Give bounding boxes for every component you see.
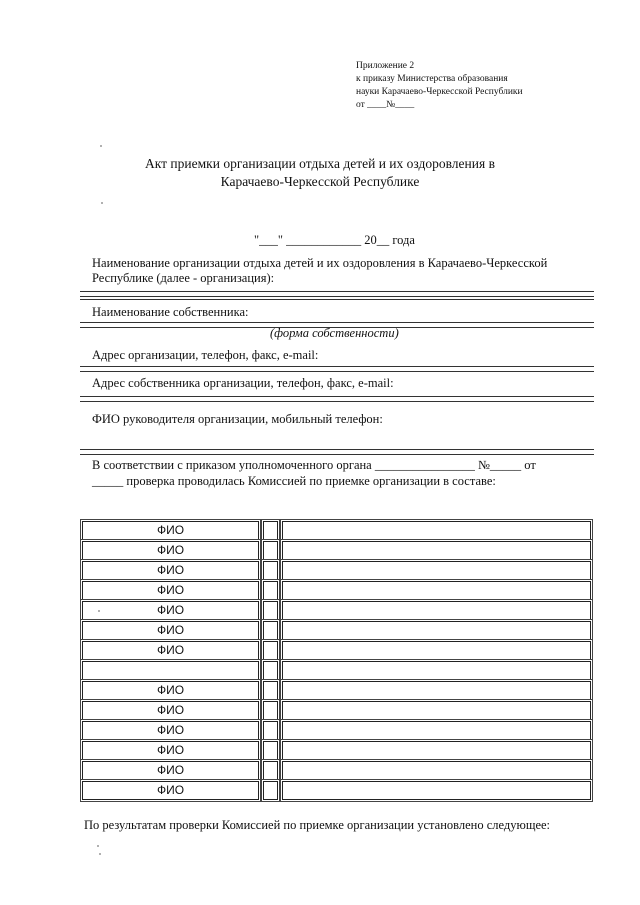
org-name-fill-line-2 — [80, 299, 594, 300]
member-index-cell — [263, 581, 278, 600]
scan-speck — [101, 202, 103, 204]
member-position-cell — [282, 781, 591, 800]
member-position-cell — [282, 661, 591, 680]
member-index-cell — [263, 661, 278, 680]
scan-speck — [98, 610, 100, 612]
member-index-cell — [263, 721, 278, 740]
org-address-fill-line — [80, 366, 594, 372]
director-label: ФИО руководителя организации, мобильный телефон: — [92, 412, 383, 426]
conclusion-text: По результатам проверки Комиссией по приемке организации установлено следующее: — [84, 818, 551, 832]
title-line-2: Карачаево-Черкесской Республике — [220, 174, 420, 189]
appendix-header — [356, 60, 523, 112]
member-position-cell — [282, 641, 591, 660]
member-position-cell — [282, 681, 591, 700]
member-name-cell: ФИО — [82, 581, 259, 600]
date-line: "___" ____________ 20__ года — [254, 233, 415, 247]
title-line-1: Акт приемки организации отдыха детей и их оздоровления в — [145, 156, 495, 171]
member-name-cell: ФИО — [82, 621, 259, 640]
appendix-line-2: к приказу Министерства образования — [356, 74, 508, 84]
org-address-label: Адрес организации, телефон, факс, e-mail: — [92, 348, 319, 362]
scan-speck — [100, 145, 102, 147]
order-line-2: _____ проверка проводилась Комиссией по приемке организации в составе: — [92, 474, 496, 488]
document-title — [0, 155, 640, 191]
member-position-cell — [282, 561, 591, 580]
member-index-cell — [263, 641, 278, 660]
org-name-fill-line — [80, 291, 594, 297]
member-name-cell: ФИО — [82, 701, 259, 720]
order-line-1: В соответствии с приказом уполномоченного органа ________________ №_____ от — [92, 458, 536, 472]
org-name-label-1: Наименование организации отдыха детей и их оздоровления в Карачаево-Черкесской — [92, 256, 548, 270]
member-index-cell — [263, 701, 278, 720]
owner-name-label: Наименование собственника: — [92, 305, 249, 319]
member-name-cell: ФИО — [82, 521, 259, 540]
member-index-cell — [263, 621, 278, 640]
appendix-line-4: от ____№____ — [356, 100, 415, 110]
member-index-cell — [263, 561, 278, 580]
owner-address-label: Адрес собственника организации, телефон, факс, e-mail: — [92, 376, 394, 390]
scan-speck — [99, 853, 101, 855]
member-index-cell — [263, 781, 278, 800]
member-name-cell: ФИО — [82, 561, 259, 580]
scan-speck — [97, 845, 99, 847]
member-position-cell — [282, 601, 591, 620]
member-position-cell — [282, 721, 591, 740]
appendix-line-3: науки Карачаево-Черкесской Республики — [356, 87, 523, 97]
member-index-cell — [263, 741, 278, 760]
ownership-form-caption: (форма собственности) — [270, 326, 399, 340]
member-index-cell — [263, 521, 278, 540]
member-name-cell: ФИО — [82, 761, 259, 780]
org-name-label-2: Республике (далее - организация): — [92, 271, 275, 285]
member-position-cell — [282, 621, 591, 640]
member-position-cell — [282, 521, 591, 540]
member-position-cell — [282, 701, 591, 720]
appendix-line-1: Приложение 2 — [356, 61, 415, 71]
member-index-cell — [263, 761, 278, 780]
director-fill-line — [80, 449, 594, 455]
member-position-cell — [282, 581, 591, 600]
member-index-cell — [263, 681, 278, 700]
member-name-cell: ФИО — [82, 781, 259, 800]
member-name-cell: ФИО — [82, 601, 259, 620]
owner-address-fill-line — [80, 396, 594, 402]
member-position-cell — [282, 741, 591, 760]
member-position-cell — [282, 761, 591, 780]
member-name-cell: ФИО — [82, 681, 259, 700]
member-index-cell — [263, 541, 278, 560]
member-name-cell: ФИО — [82, 721, 259, 740]
member-name-cell: ФИО — [82, 541, 259, 560]
member-position-cell — [282, 541, 591, 560]
member-name-cell: ФИО — [82, 641, 259, 660]
member-index-cell — [263, 601, 278, 620]
member-name-cell: ФИО — [82, 741, 259, 760]
member-name-cell — [82, 661, 259, 680]
